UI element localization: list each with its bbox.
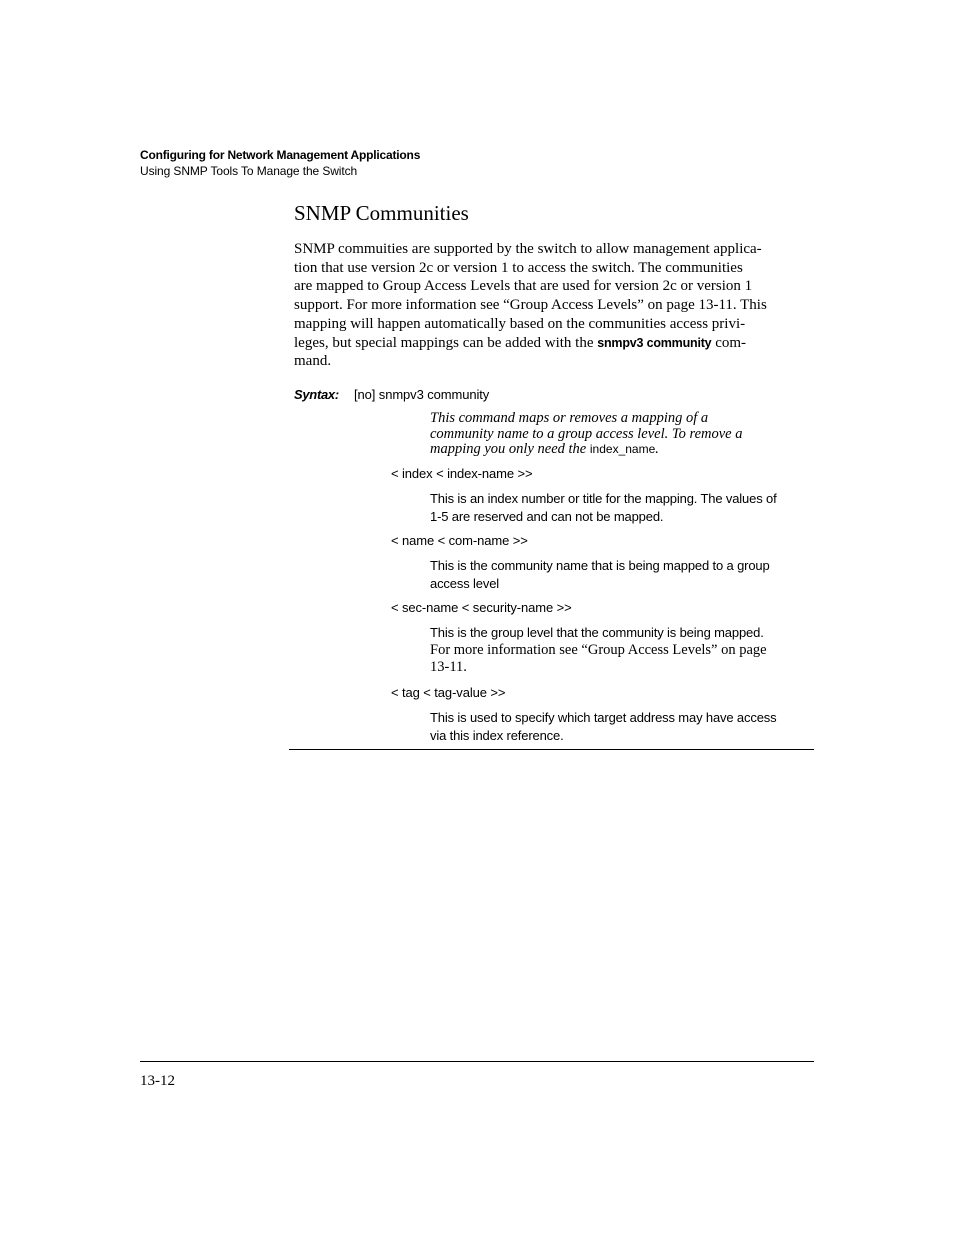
intro-text: com-: [711, 334, 747, 351]
running-header-chapter: Configuring for Network Management Applications: [140, 148, 421, 162]
intro-line: mapping will happen automatically based on the communities access privi-: [294, 315, 746, 332]
section-title: SNMP Communities: [294, 201, 469, 225]
intro-text: leges, but special mappings can be added with the: [294, 334, 598, 351]
intro-line: are mapped to Group Access Levels that are used for version 2c or version 1: [294, 278, 753, 295]
parameter-name: < tag < tag-value >>: [391, 685, 506, 700]
command-description-text: .: [655, 441, 659, 457]
intro-line: support. For more information see “Group Access Levels” on page 13-11. This: [294, 297, 767, 314]
parameter-name: < index < index-name >>: [391, 466, 533, 481]
inline-parameter: index_name: [589, 442, 656, 456]
parameter-description-line: access level: [430, 575, 500, 591]
section-end-rule: [289, 749, 814, 750]
command-description-line: community name to a group access level. To remove a: [430, 425, 743, 442]
parameter-description-line: via this index reference.: [430, 727, 564, 743]
parameter-description-line: This is used to specify which target address may have access: [430, 710, 777, 725]
footer-rule: [140, 1061, 814, 1062]
parameter-name: < sec-name < security-name >>: [391, 600, 572, 615]
parameter-description-line: This is the community name that is being mapped to a group: [430, 558, 770, 573]
command-description-line: This command maps or removes a mapping of a: [430, 410, 709, 426]
command-description-text: mapping you only need the: [430, 441, 590, 457]
inline-command: snmpv3 community: [597, 335, 712, 350]
intro-line: SNMP commuities are supported by the switch to allow management applica-: [294, 241, 762, 257]
parameter-description: [430, 557, 815, 592]
parameter-description-line: 1-5 are reserved and can not be mapped.: [430, 508, 664, 524]
page-number: 13-12: [140, 1073, 175, 1089]
parameter-description-line: For more information see “Group Access Levels” on page: [430, 641, 767, 658]
syntax-command: [no] snmpv3 community: [354, 387, 490, 402]
parameter-description: [430, 624, 815, 677]
command-description-line: [430, 442, 815, 458]
intro-line: [294, 334, 818, 353]
parameter-name: < name < com-name >>: [391, 533, 528, 548]
intro-line: tion that use version 2c or version 1 to access the switch. The communities: [294, 259, 743, 276]
parameter-description-line: This is an index number or title for the mapping. The values of: [430, 491, 777, 506]
parameter-description-line: 13-11.: [430, 659, 467, 675]
intro-line: mand.: [294, 353, 332, 370]
command-description: [430, 411, 815, 458]
intro-paragraph: [294, 240, 818, 371]
running-header-section: Using SNMP Tools To Manage the Switch: [140, 164, 358, 178]
parameter-description: [430, 490, 815, 525]
parameter-description: [430, 709, 815, 744]
syntax-label: Syntax:: [294, 387, 339, 402]
parameter-description-line: This is the group level that the community is being mapped.: [430, 625, 764, 640]
